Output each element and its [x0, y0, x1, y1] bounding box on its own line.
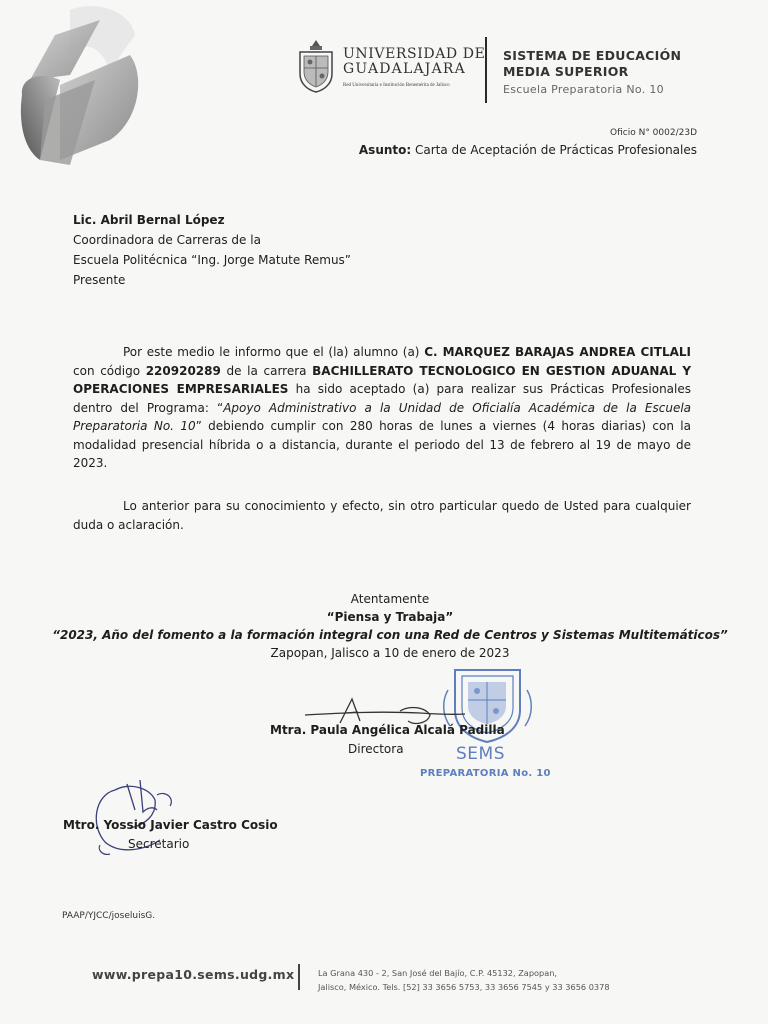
system-title	[503, 48, 681, 80]
header-divider	[485, 37, 487, 103]
career-name: BACHILLERATO TECNOLOGICO EN GESTION ADUANAL Y OPERACIONES EMPRESARIALES	[73, 363, 692, 396]
secretary-role: Secretario	[128, 837, 190, 851]
udg-crest-icon	[296, 38, 336, 94]
footer-website-link[interactable]: www.prepa10.sems.udg.mx	[92, 967, 295, 982]
closing-salutation: Atentamente	[350, 592, 430, 606]
p1-text-e: ” debiendo cumplir con 280 horas de lunes a viernes (4 horas diarias) con la modalidad presencial híbrida o a distancia, durante el periodo del 13 de febrero al 19 de mayo de 2023.	[73, 419, 691, 470]
program-name: Apoyo Administrativo a la Unidad de Oficialía Académica de la Escuela Preparatoria No. 10	[73, 400, 692, 433]
secretary-name: Mtro. Yossio Javier Castro Cosio	[63, 818, 278, 832]
system-title-line2: MEDIA SUPERIOR	[503, 64, 629, 79]
oficio-number: Oficio N° 0002/23D	[610, 128, 697, 138]
addressee-line3: Presente	[73, 273, 126, 287]
addressee-block	[73, 210, 351, 290]
p1-text-b: con código	[73, 363, 146, 378]
addressee-line1: Coordinadora de Carreras de la	[73, 233, 261, 247]
student-code: 220920289	[145, 363, 221, 378]
subject-text: Carta de Aceptación de Prácticas Profesionales	[415, 143, 697, 157]
p1-text-c: de la carrera	[220, 363, 313, 378]
body-paragraph-1	[73, 343, 691, 473]
closing-block	[40, 590, 740, 662]
addressee-line2: Escuela Politécnica “Ing. Jorge Matute Remus”	[73, 253, 352, 267]
footer-address-line2: Jalisco, México. Tels. [52] 33 3656 5753, 33 3656 7545 y 33 3656 0378	[318, 982, 610, 992]
university-line1: UNIVERSIDAD DE	[343, 46, 486, 62]
p1-text-d: ha sido aceptado (a) para realizar sus Prácticas Profesionales dentro del Programa: “	[73, 382, 691, 415]
university-subtitle: Red Universitaria e Institución Benemérita de Jalisco	[343, 83, 450, 88]
stamp-sems-text: SEMS	[456, 744, 505, 764]
p1-text-a: Por este medio le informo que el (la) alumno (a)	[123, 345, 425, 359]
university-name	[343, 47, 485, 77]
school-name: Escuela Preparatoria No. 10	[503, 83, 664, 96]
body-paragraph-2	[73, 497, 691, 534]
footer-address	[318, 966, 610, 994]
director-role: Directora	[348, 742, 404, 756]
reference-initials: PAAP/YJCC/joseluisG.	[62, 911, 156, 921]
student-name: C. MARQUEZ BARAJAS ANDREA CITLALI	[424, 345, 691, 359]
footer-address-line1: La Grana 430 - 2, San José del Bajío, C.P. 45132, Zapopan,	[318, 968, 558, 978]
system-title-line1: SISTEMA DE EDUCACIÓN	[503, 48, 682, 63]
subject-line	[359, 143, 697, 157]
closing-place-date: Zapopan, Jalisco a 10 de enero de 2023	[270, 646, 510, 660]
director-name: Mtra. Paula Angélica Alcalá Padilla	[270, 723, 505, 737]
subject-label: Asunto:	[358, 143, 412, 157]
footer-divider	[298, 964, 300, 990]
addressee-name: Lic. Abril Bernal López	[73, 213, 225, 227]
closing-motto: “Piensa y Trabaja”	[326, 610, 454, 624]
stamp-prepa-text: PREPARATORIA No. 10	[420, 768, 551, 779]
university-line2: GUADALAJARA	[343, 61, 466, 77]
p2-text: Lo anterior para su conocimiento y efecto, sin otro particular quedo de Usted para cualquier duda o aclaración.	[73, 499, 691, 532]
sems-corner-logo	[0, 0, 160, 175]
closing-year-motto: “2023, Año del fomento a la formación integral con una Red de Centros y Sistemas Multitemáticos”	[52, 628, 728, 642]
